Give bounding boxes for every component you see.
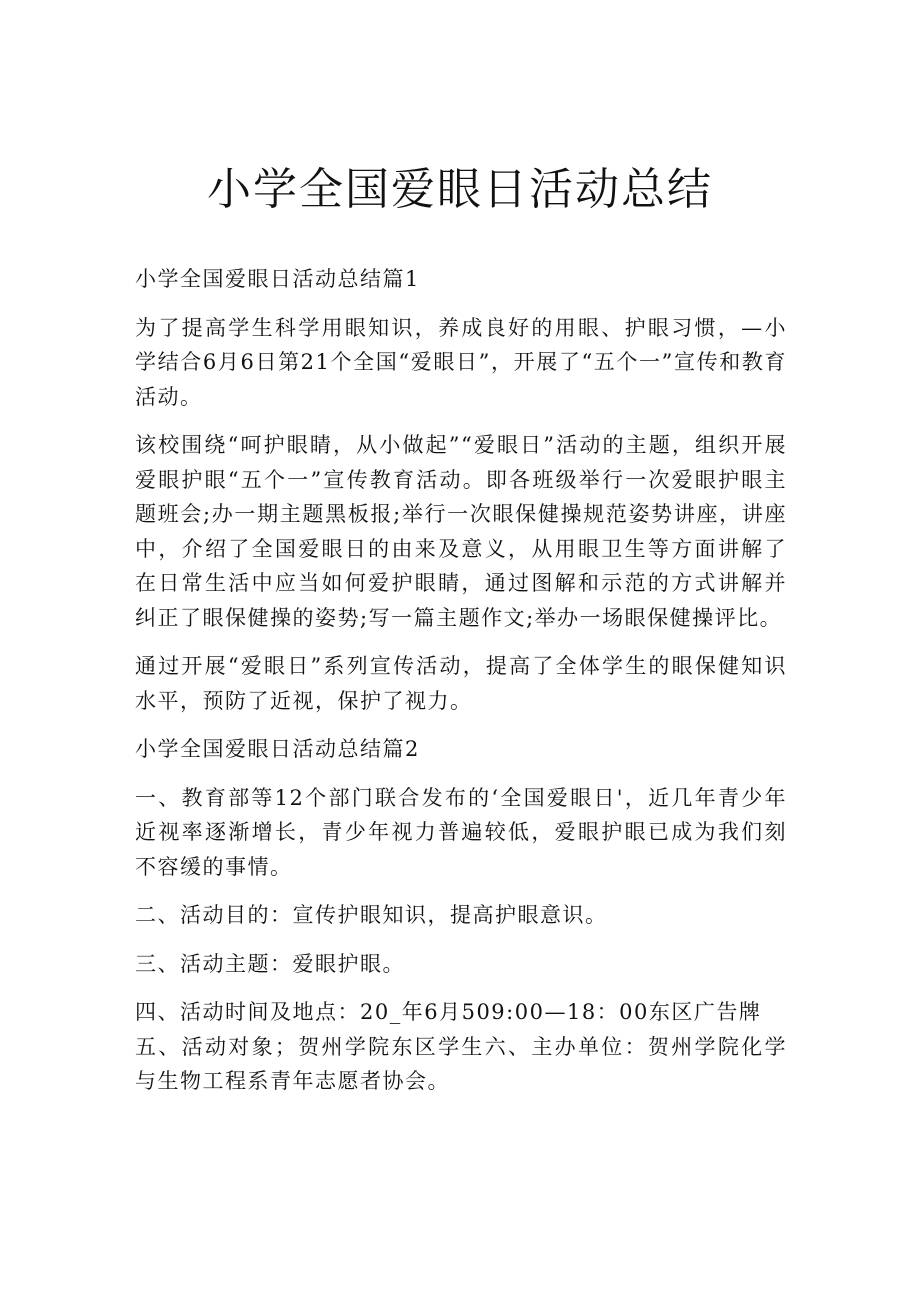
paragraph: 该校围绕“呵护眼睛，从小做起”“爱眼日”活动的主题，组织开展爱眼护眼“五个一”宣传教育活动。即各班级举行一次爱眼护眼主题班会;办一期主题黑板报;举行一次眼保健操规范姿势讲座，讲座中，介绍了全国爱眼日的由来及意义，从用眼卫生等方面讲解了在日常生活中应当如何爱护眼睛，通过图解和示范的方式讲解并纠正了眼保健操的姿势;写一篇主题作文;举办一场眼保健操评比。 <box>135 433 787 630</box>
paragraph: 一、教育部等12个部门联合发布的‘全国爱眼日'，近几年青少年近视率逐渐增长，青少年视力普遍较低，爱眼护眼已成为我们刻不容缓的事情。 <box>135 785 787 879</box>
document-title: 小学全国爱眼日活动总结 <box>207 164 713 215</box>
paragraph: 五、活动对象；贺州学院东区学生六、主办单位：贺州学院化学与生物工程系青年志愿者协会。 <box>135 1034 787 1093</box>
document-body <box>135 262 787 1113</box>
paragraph: 三、活动主题：爱眼护眼。 <box>135 951 405 976</box>
section-heading-2: 小学全国爱眼日活动总结篇2 <box>135 737 420 761</box>
section-heading-1: 小学全国爱眼日活动总结篇1 <box>135 267 420 291</box>
paragraph: 四、活动时间及地点：20_年6月509:00—18：00东区广告牌 <box>135 1000 762 1024</box>
paragraph: 二、活动目的：宣传护眼知识，提高护眼意识。 <box>135 903 608 927</box>
paragraph: 为了提高学生科学用眼知识，养成良好的用眼、护眼习惯，—小学结合6月6日第21个全国“爱眼日”，开展了“五个一”宣传和教育活动。 <box>135 315 787 409</box>
paragraph: 通过开展“爱眼日”系列宣传活动，提高了全体学生的眼保健知识水平，预防了近视，保护了视力。 <box>135 654 787 713</box>
